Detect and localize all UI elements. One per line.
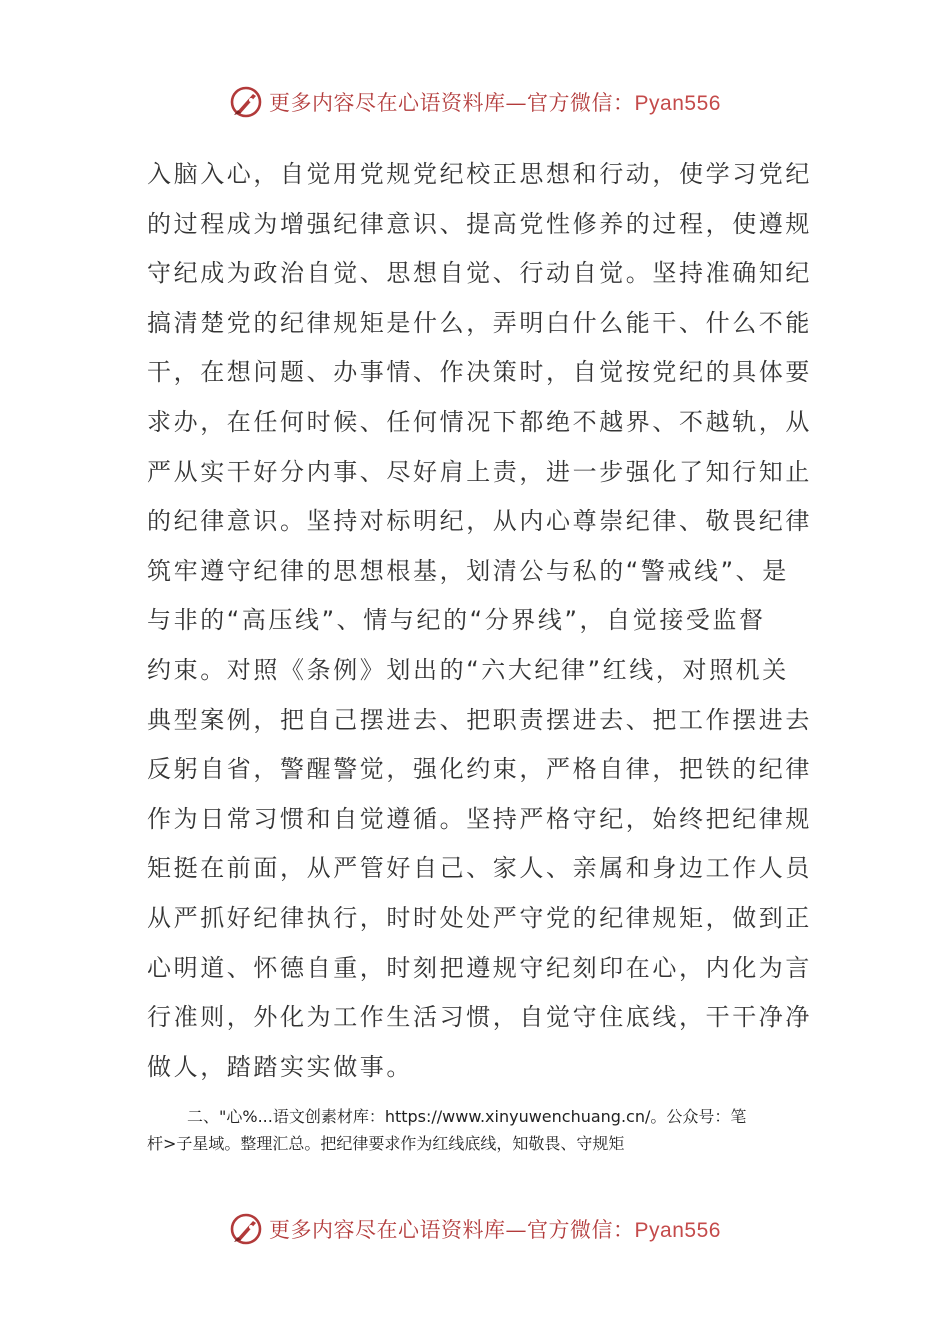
header-banner: [0, 82, 950, 122]
paragraph-line: 严从实干好分内事、尽好肩上责，进一步强化了知行知止: [147, 457, 812, 486]
header-banner-content: [229, 85, 721, 119]
paragraph-line: 矩挺在前面，从严管好自己、家人、亲属和身边工作人员: [147, 854, 812, 883]
paragraph-line: 的过程成为增强纪律意识、提高党性修养的过程，使遵规: [147, 209, 812, 238]
footer-banner-content: [229, 1212, 721, 1246]
paragraph-line: 反躬自省，警醒警觉，强化约束，严格自律，把铁的纪律: [147, 755, 812, 784]
pen-quill-logo-icon: [229, 1212, 263, 1246]
paragraph-line: 作为日常习惯和自觉遵循。坚持严格守纪，始终把纪律规: [147, 804, 812, 833]
paragraph-line: 约束。对照《条例》划出的“六大纪律”红线，对照机关: [147, 655, 789, 684]
footer-wechat-id: Pyan556: [634, 1219, 721, 1242]
section-note: [147, 1103, 807, 1157]
paragraph-line: 搞清楚党的纪律规矩是什么，弄明白什么能干、什么不能: [147, 308, 812, 337]
paragraph-line: 干，在想问题、办事情、作决策时，自觉按党纪的具体要: [147, 358, 812, 387]
paragraph-line: 入脑入心，自觉用党规党纪校正思想和行动，使学习党纪: [147, 160, 812, 188]
paragraph-line: 心明道、怀德自重，时刻把遵规守纪刻印在心，内化为言: [147, 953, 812, 982]
pen-quill-logo-icon: [229, 85, 263, 119]
header-wechat-id: Pyan556: [634, 92, 721, 115]
paragraph-line: 守纪成为政治自觉、思想自觉、行动自觉。坚持准确知纪: [147, 259, 812, 288]
paragraph-line: 求办，在任何时候、任何情况下都绝不越界、不越轨，从: [147, 407, 812, 436]
body-paragraph: [147, 150, 812, 1092]
paragraph-line: 与非的“高压线”、情与纪的“分界线”，自觉接受监督: [147, 606, 766, 635]
paragraph-line: 典型案例，把自己摆进去、把职责摆进去、把工作摆进去: [147, 705, 812, 734]
section-note-line-2: 杆>子星域。整理汇总。把纪律要求作为红线底线，知敬畏、守规矩: [147, 1134, 625, 1153]
paragraph-line: 做人，踏踏实实做事。: [147, 1052, 413, 1081]
section-note-line-1: 二、"心%...语文创素材库：https://www.xinyuwenchuang.cn/。公众号：笔: [187, 1107, 747, 1126]
footer-banner: [0, 1209, 950, 1249]
footer-banner-text: 更多内容尽在心语资料库—官方微信：Pyan556: [269, 1218, 721, 1242]
header-banner-text: 更多内容尽在心语资料库—官方微信：Pyan556: [269, 91, 721, 115]
paragraph-line: 的纪律意识。坚持对标明纪，从内心尊崇纪律、敬畏纪律: [147, 507, 812, 536]
paragraph-line: 行准则，外化为工作生活习惯，自觉守住底线，干干净净: [147, 1003, 812, 1032]
paragraph-line: 筑牢遵守纪律的思想根基，划清公与私的“警戒线”、是: [147, 556, 789, 585]
paragraph-line: 从严抓好纪律执行，时时处处严守党的纪律规矩，做到正: [147, 903, 812, 932]
